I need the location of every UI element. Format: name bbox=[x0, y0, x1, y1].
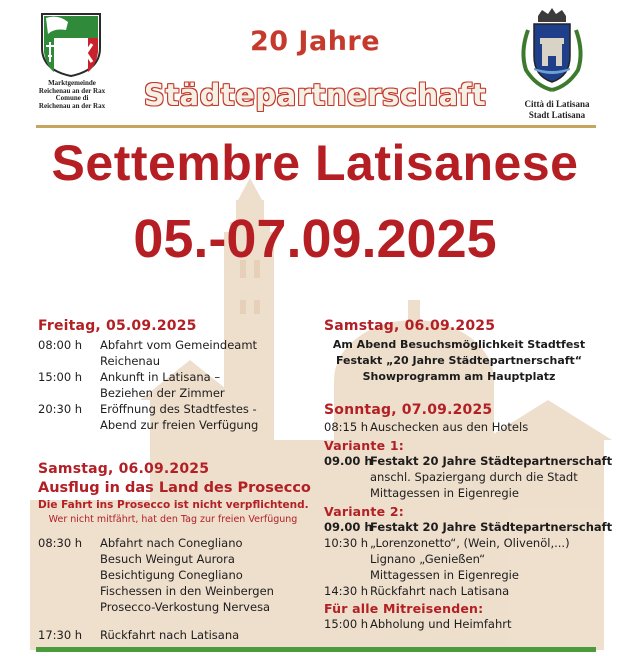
excursion-note-free-day: Wer nicht mitfährt, hat den Tag zur freien Verfügung bbox=[48, 514, 298, 525]
row-text: Prosecco-Verkostung Nervesa bbox=[100, 600, 271, 614]
row-text: Mittagessen in Eigenregie bbox=[370, 568, 519, 582]
schedule-row bbox=[324, 551, 604, 567]
caption-line: Reichenau an der Rax bbox=[38, 101, 106, 110]
sunday-section bbox=[324, 402, 613, 632]
caption-line: Stadt Latisana bbox=[528, 110, 586, 120]
sunday-heading: Sonntag, 07.09.2025 bbox=[324, 402, 493, 418]
row-text: Abend zur freien Verfügung bbox=[100, 418, 259, 432]
schedule-row bbox=[324, 419, 604, 435]
schedule-row bbox=[324, 469, 604, 485]
row-text: Reichenau bbox=[100, 354, 161, 368]
row-time: 15:00 h bbox=[38, 370, 83, 384]
row-text: Abfahrt nach Conegliano bbox=[100, 536, 243, 550]
schedule-row bbox=[38, 401, 308, 417]
green-divider bbox=[36, 647, 596, 652]
row-time: 15:00 h bbox=[324, 617, 369, 631]
row-time bbox=[38, 551, 100, 567]
row-text: „Lorenzonetto“, (Wein, Olivenöl,...) bbox=[370, 536, 570, 550]
latisana-caption bbox=[512, 99, 602, 121]
row-time: 08:30 h bbox=[38, 536, 83, 550]
schedule-row bbox=[38, 353, 308, 369]
anniversary-heading: 20 Jahre bbox=[249, 26, 381, 57]
excursion-title: Ausflug in das Land des Prosecco bbox=[38, 480, 311, 496]
row-text: Beziehen der Zimmer bbox=[100, 386, 225, 400]
row-time bbox=[38, 599, 100, 615]
reichenau-coat-of-arms-icon bbox=[40, 12, 102, 78]
reichenau-caption bbox=[30, 80, 114, 110]
schedule-row bbox=[324, 616, 604, 632]
schedule-row bbox=[38, 599, 308, 615]
variant2-label: Variante 2: bbox=[324, 504, 404, 519]
row-text: Mittagessen in Eigenregie bbox=[370, 486, 519, 500]
schedule-row bbox=[324, 485, 604, 501]
all-travellers-label: Für alle Mitreisenden: bbox=[324, 601, 484, 616]
row-text: Abfahrt vom Gemeindeamt bbox=[100, 338, 258, 352]
schedule-row bbox=[38, 627, 308, 643]
row-text: Besichtigung Conegliano bbox=[100, 568, 243, 582]
saturday-evening-section bbox=[324, 318, 594, 385]
schedule-row bbox=[38, 337, 308, 353]
row-text: Auschecken aus den Hotels bbox=[370, 420, 529, 434]
row-text: Festakt 20 Jahre Städtepartnerschaft bbox=[370, 520, 613, 534]
row-time bbox=[324, 551, 370, 567]
row-text: Besuch Weingut Aurora bbox=[100, 552, 235, 566]
row-time bbox=[38, 417, 100, 433]
row-time: 09.00 h bbox=[324, 520, 373, 534]
row-time: 10:30 h bbox=[324, 536, 369, 550]
row-time bbox=[38, 583, 100, 599]
schedule-row bbox=[324, 535, 604, 551]
row-text: anschl. Spaziergang durch die Stadt bbox=[370, 470, 578, 484]
schedule-row bbox=[38, 385, 308, 401]
latisana-coat-of-arms-icon bbox=[516, 8, 588, 98]
caption-line: Comune di bbox=[55, 94, 89, 102]
saturday-heading: Samstag, 06.09.2025 bbox=[38, 461, 210, 477]
schedule-row bbox=[38, 535, 308, 551]
schedule-row bbox=[38, 567, 308, 583]
row-text: Rückfahrt nach Latisana bbox=[100, 628, 240, 642]
row-time: 14:30 h bbox=[324, 584, 369, 598]
schedule-row bbox=[324, 453, 613, 469]
row-time bbox=[38, 385, 100, 401]
schedule-row bbox=[324, 567, 604, 583]
caption-line: Reichenau an der Rax bbox=[38, 86, 106, 95]
row-text: Lignano „Genießen“ bbox=[370, 552, 486, 566]
variant1-label: Variante 1: bbox=[324, 438, 404, 453]
row-text: Abholung und Heimfahrt bbox=[370, 617, 512, 631]
row-time: 08:15 h bbox=[324, 420, 369, 434]
schedule-row bbox=[324, 583, 604, 599]
event-title: Settembre Latisanese bbox=[51, 135, 579, 191]
row-text: Festakt 20 Jahre Städtepartnerschaft bbox=[370, 454, 613, 468]
schedule-row bbox=[38, 417, 308, 433]
schedule-row bbox=[324, 519, 613, 535]
row-text: Rückfahrt nach Latisana bbox=[370, 584, 510, 598]
schedule-row bbox=[38, 583, 308, 599]
event-dates: 05.-07.09.2025 bbox=[133, 209, 497, 269]
row-time bbox=[38, 567, 100, 583]
saturday-evening-heading: Samstag, 06.09.2025 bbox=[324, 318, 496, 334]
caption-line: Città di Latisana bbox=[524, 99, 590, 109]
saturday-excursion-section bbox=[38, 461, 311, 643]
schedule-row bbox=[38, 551, 308, 567]
partnership-heading: Städtepartnerschaft bbox=[143, 78, 487, 112]
gold-divider bbox=[36, 125, 596, 128]
evening-line: Showprogramm am Hauptplatz bbox=[362, 370, 556, 383]
caption-line: Marktgemeinde bbox=[48, 79, 96, 87]
row-text: Eröffnung des Stadtfestes - bbox=[100, 402, 257, 416]
row-text: Fischessen in den Weinbergen bbox=[100, 584, 274, 598]
row-time: 20:30 h bbox=[38, 402, 83, 416]
row-time: 08:00 h bbox=[38, 338, 83, 352]
row-time: 17:30 h bbox=[38, 628, 83, 642]
row-time bbox=[38, 353, 100, 369]
excursion-note-optional: Die Fahrt ins Prosecco ist nicht verpflichtend. bbox=[38, 499, 309, 511]
row-text: Ankunft in Latisana – bbox=[100, 370, 221, 384]
friday-heading: Freitag, 05.09.2025 bbox=[38, 318, 197, 334]
evening-line: Am Abend Besuchsmöglichkeit Stadtfest bbox=[332, 338, 586, 351]
row-time bbox=[324, 567, 370, 583]
evening-line: Festakt „20 Jahre Städtepartnerschaft“ bbox=[335, 354, 583, 367]
friday-section bbox=[38, 318, 308, 433]
schedule-row bbox=[38, 369, 308, 385]
row-time: 09.00 h bbox=[324, 454, 373, 468]
